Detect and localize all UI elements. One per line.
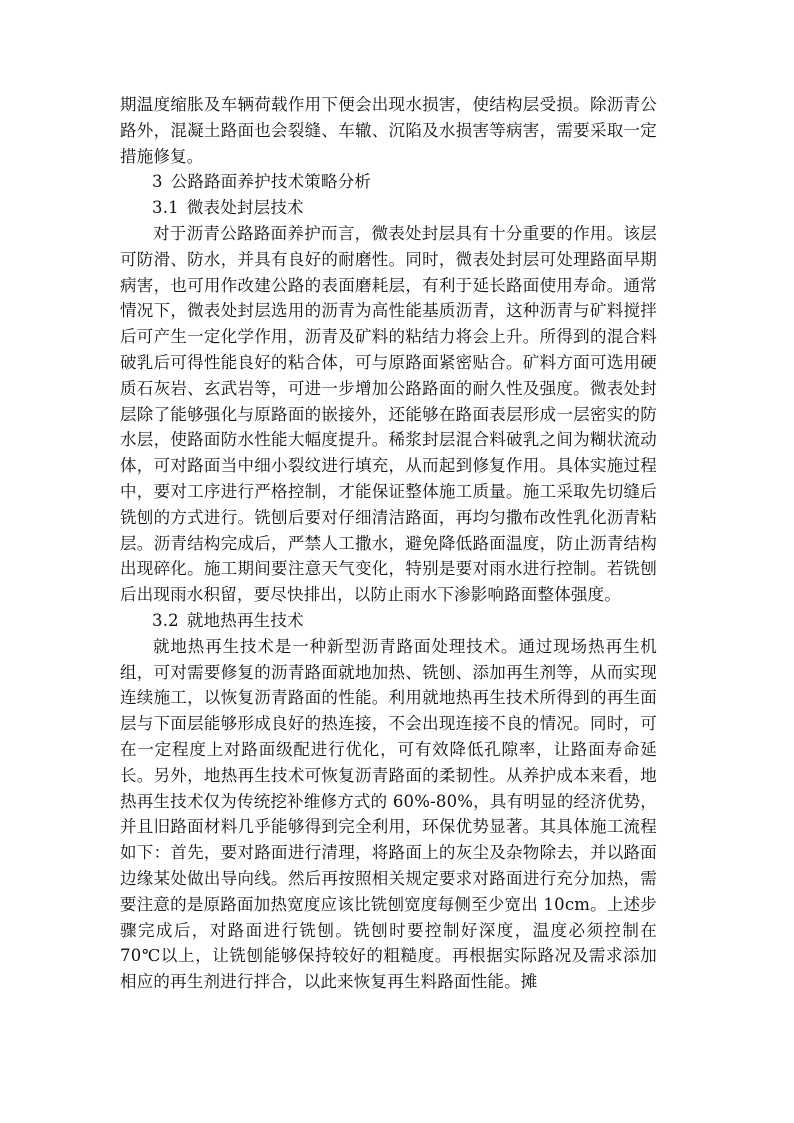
section-title: 公路路面养护技术策略分析: [170, 172, 372, 192]
section-title: 就地热再生技术: [186, 610, 304, 630]
section-heading-3-1: [120, 195, 657, 221]
section-heading-3: [120, 169, 657, 195]
paragraph-micro-surfacing: 对于沥青公路路面养护而言，微表处封层具有十分重要的作用。该层可防滑、防水，并具有良好的耐磨性。同时，微表处封层可处理路面早期病害，也可用作改建公路的表面磨耗层，有利于延长路面使用寿命。通常情况下，微表处封层选用的沥青为高性能基质沥青，这种沥青与矿料搅拌后可产生一定化学作用，沥青及矿料的粘结力将会上升。所得到的混合料破乳后可得性能良好的粘合体，可与原路面紧密贴合。矿料方面可选用硬质石灰岩、玄武岩等，可进一步增加公路路面的耐久性及强度。微表处封层除了能够强化与原路面的嵌接外，还能够在路面表层形成一层密实的防水层，使路面防水性能大幅度提升。稀浆封层混合料破乳之间为糊状流动体，可对路面当中细小裂纹进行填充，从而起到修复作用。具体实施过程中，要对工序进行严格控制，才能保证整体施工质量。施工采取先切缝后铣刨的方式进行。铣刨后要对仔细清洁路面，再均匀撒布改性乳化沥青粘层。沥青结构完成后，严禁人工撒水，避免降低路面温度，防止沥青结构出现碎化。施工期间要注意天气变化，特别是要对雨水进行控制。若铣刨后出现雨水积留，要尽快排出，以防止雨水下渗影响路面整体强度。: [120, 223, 657, 605]
paragraph-hot-in-place-recycling: 就地热再生技术是一种新型沥青路面处理技术。通过现场热再生机组，可对需要修复的沥青路面就地加热、铣刨、添加再生剂等，从而实现连续施工，以恢复沥青路面的性能。利用就地热再生技术所得到的再生面层与下面层能够形成良好的热连接，不会出现连接不良的情况。同时，可在一定程度上对路面级配进行优化，可有效降低孔隙率，让路面寿命延长。另外，地热再生技术可恢复沥青路面的柔韧性。从养护成本来看，地热再生技术仅为传统挖补维修方式的 60%-80%，具有明显的经济优势，并且旧路面材料几乎能够得到完全利用，环保优势显著。其具体施工流程如下：首先，要对路面进行清理，将路面上的灰尘及杂物除去，并以路面边缘某处做出导向线。然后再按照相关规定要求对路面进行充分加热，需要注意的是原路面加热宽度应该比铣刨宽度每侧至少宽出 10cm。上述步骤完成后，对路面进行铣刨。铣刨时要控制好深度，温度必须控制在 70℃以上，让铣刨能够保持较好的粗糙度。再根据实际路况及需求添加相应的再生剂进行拌合，以此来恢复再生料路面性能。摊: [120, 636, 657, 992]
section-number: 3.2: [152, 610, 179, 630]
section-heading-3-2: [120, 608, 657, 634]
document-page: [120, 92, 657, 995]
section-number: 3.1: [152, 198, 179, 218]
paragraph-intro: 期温度缩胀及车辆荷载作用下便会出现水损害，使结构层受损。除沥青公路外，混凝土路面也会裂缝、车辙、沉陷及水损害等病害，需要采取一定措施修复。: [120, 95, 657, 166]
section-title: 微表处封层技术: [186, 198, 304, 218]
section-number: 3: [152, 172, 163, 192]
